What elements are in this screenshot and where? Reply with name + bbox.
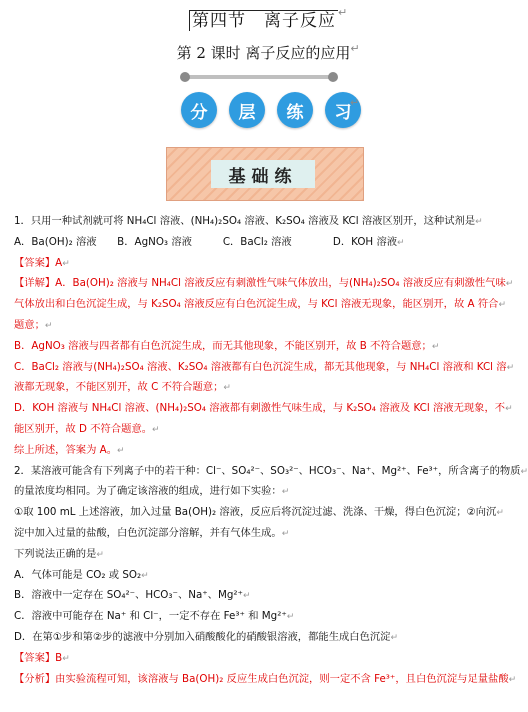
paragraph-mark-icon: ↵	[152, 424, 160, 435]
text-line: 气体放出和白色沉淀生成，与 K₂SO₄ 溶液反应有白色沉淀生成，与 KCl 溶液无现象，能区别开，故 A 符合↵	[14, 298, 506, 311]
banner-label: 基础练	[211, 160, 315, 188]
paragraph-mark-icon: ↵	[350, 96, 360, 109]
paragraph-mark-icon: ↵	[96, 549, 104, 560]
text-line: 【详解】A．Ba(OH)₂ 溶液与 NH₄Cl 溶液反应有刺激性气味气体放出，与(NH₄)₂SO₄ 溶液反应有刺激性气味↵	[14, 277, 514, 290]
paragraph-mark-icon: ↵	[223, 383, 231, 394]
text-line: B．溶液中一定存在 SO₄²⁻、HCO₃⁻、Na⁺、Mg²⁺↵	[14, 589, 251, 602]
paragraph-mark-icon: ↵	[117, 445, 125, 456]
step-4-badge: 习	[325, 92, 361, 128]
step-1-badge: 分	[181, 92, 217, 128]
decor-bar	[186, 75, 334, 79]
text-line: A．Ba(OH)₂ 溶液 B．AgNO₃ 溶液 C．BaCl₂ 溶液 D．KOH 溶液↵	[14, 235, 405, 248]
step-2-badge: 层	[229, 92, 265, 128]
text-line: 能区别开，故 D 不符合题意。↵	[14, 422, 160, 435]
paragraph-mark-icon: ↵	[508, 674, 517, 685]
section-banner	[166, 147, 364, 201]
text-line: 的量浓度均相同。为了确定该溶液的组成，进行如下实验：↵	[14, 485, 290, 498]
paragraph-mark-icon: ↵	[141, 570, 149, 581]
paragraph-mark-icon: ↵	[505, 279, 514, 290]
text-line: ①取 100 mL 上述溶液，加入过量 Ba(OH)₂ 溶液，反应后将沉淀过滤、洗涤、干燥，得白色沉淀；②向沉↵	[14, 506, 504, 519]
text-line: D．在第①步和第②步的滤液中分别加入硝酸酸化的硝酸银溶液，都能生成白色沉淀↵	[14, 630, 399, 643]
text-line: A．气体可能是 CO₂ 或 SO₂↵	[14, 568, 149, 581]
step-3-badge: 练	[277, 92, 313, 128]
paragraph-mark-icon: ↵	[496, 508, 504, 519]
decor-dot-right	[328, 72, 338, 82]
text-line: 淀中加入过量的盐酸，白色沉淀部分溶解，并有气体生成。↵	[14, 526, 290, 539]
text-line: 1．只用一种试剂就可将 NH₄Cl 溶液、(NH₄)₂SO₄ 溶液、K₂SO₄ 溶液及 KCl 溶液区别开，这种试剂是↵	[14, 215, 483, 227]
text-line: C．BaCl₂ 溶液与(NH₄)₂SO₄ 溶液、K₂SO₄ 溶液都有白色沉淀生成，都无其他现象，与 NH₄Cl 溶液和 KCl 溶↵	[14, 360, 515, 373]
paragraph-mark-icon: ↵	[44, 320, 53, 331]
text-line: D．KOH 溶液与 NH₄Cl 溶液、(NH₄)₂SO₄ 溶液都有刺激性气味生成，与 K₂SO₄ 溶液及 KCl 溶液无现象，不↵	[14, 402, 513, 415]
text-line: 【答案】A↵	[14, 256, 70, 269]
decor-dot-left	[180, 72, 190, 82]
paragraph-mark-icon: ↵	[506, 362, 515, 373]
paragraph-mark-icon: ↵	[281, 528, 290, 539]
lesson-subtitle: 第 2 课时 离子反应的应用 ↵	[176, 42, 360, 62]
paragraph-mark-icon: ↵	[281, 487, 290, 498]
paragraph-mark-icon: ↵	[242, 591, 251, 602]
paragraph-mark-icon: ↵	[498, 300, 506, 311]
text-line: 液都无现象，不能区别开，故 C 不符合题意；↵	[14, 381, 231, 394]
text-line: C．溶液中可能存在 Na⁺ 和 Cl⁻，一定不存在 Fe³⁺ 和 Mg²⁺↵	[14, 610, 295, 623]
text-line: 2．某溶液可能含有下列离子中的若干种：Cl⁻、SO₄²⁻、SO₃²⁻、HCO₃⁻、Na⁺、Mg²⁺、Fe³⁺，所含离子的物质↵	[14, 464, 528, 477]
paragraph-mark-icon: ↵	[505, 404, 513, 415]
text-line: 综上所述，答案为 A。↵	[14, 443, 125, 456]
paragraph-mark-icon: ↵	[520, 466, 528, 477]
practice-steps	[181, 92, 361, 132]
paragraph-mark-icon: ↵	[397, 237, 405, 248]
text-line: 【分析】由实验流程可知，该溶液与 Ba(OH)₂ 反应生成白色沉淀，则一定不含 Fe³⁺，且白色沉淀与足量盐酸↵	[14, 672, 517, 685]
paragraph-mark-icon: ↵	[62, 653, 70, 664]
question-content	[14, 211, 528, 689]
paragraph-mark-icon: ↵	[390, 632, 399, 643]
paragraph-mark-icon: ↵	[62, 258, 70, 269]
text-line: 【答案】B↵	[14, 651, 70, 664]
text-line: 下列说法正确的是↵	[14, 547, 104, 560]
text-line: 题意；↵	[14, 318, 53, 331]
text-line: B．AgNO₃ 溶液与四者都有白色沉淀生成，而无其他现象，不能区别开，故 B 不符合题意；↵	[14, 339, 440, 352]
paragraph-mark-icon: ↵	[431, 341, 440, 352]
paragraph-mark-icon: ↵	[286, 612, 295, 623]
section-title: 第四节 离子反应 ↵	[0, 6, 527, 31]
paragraph-mark-icon: ↵	[475, 217, 483, 227]
